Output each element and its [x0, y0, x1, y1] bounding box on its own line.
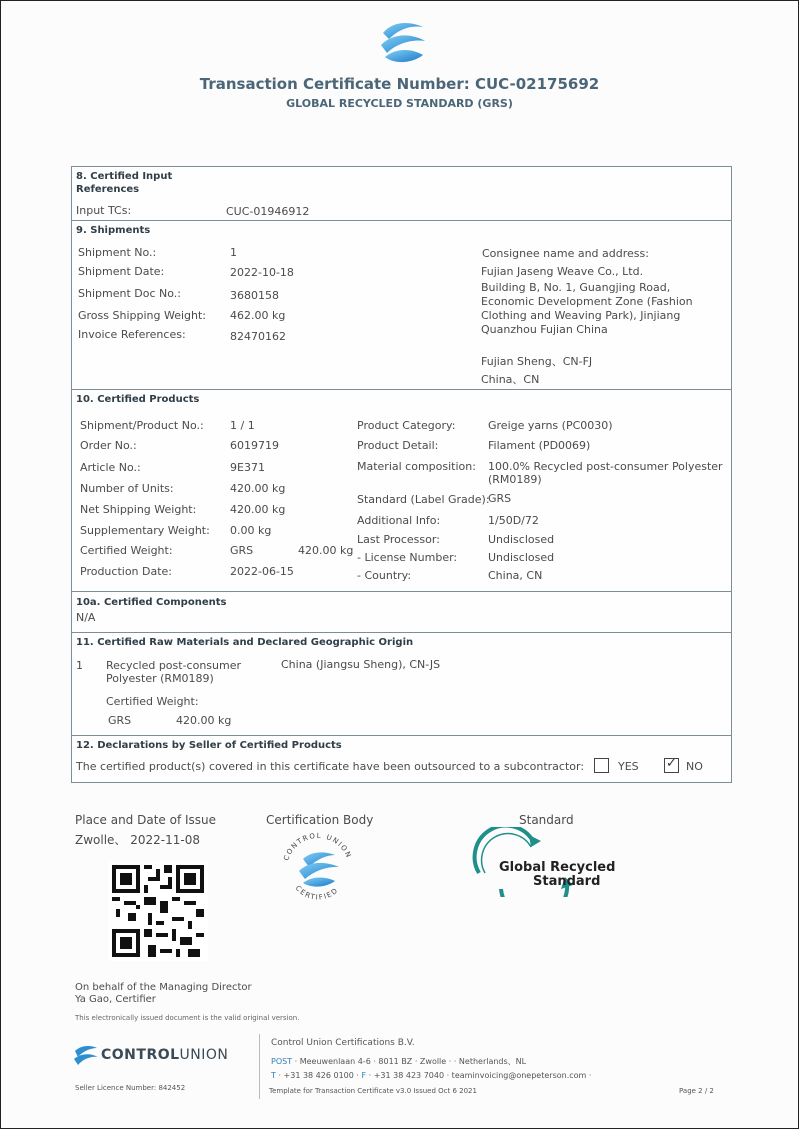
- section-12-title: 12. Declarations by Seller of Certified Products: [76, 740, 342, 751]
- certification-body-label: Certification Body: [266, 813, 374, 827]
- product-left-label: Shipment/Product No.:: [80, 419, 204, 432]
- seal-bottom-text: CERTIFIED: [293, 884, 341, 902]
- product-right-label: Product Detail:: [357, 439, 439, 452]
- product-right-value: Undisclosed: [488, 551, 555, 564]
- place-date-label: Place and Date of Issue: [75, 813, 217, 827]
- t-text: · +31 38 426 0100 ·: [278, 1071, 359, 1080]
- shipment-doc-label: Shipment Doc No.:: [78, 287, 181, 300]
- raw-material-weight-label: Certified Weight:: [106, 695, 199, 708]
- divider: [72, 735, 731, 736]
- raw-material-weight-value: 420.00 kg: [176, 714, 232, 727]
- qr-code-icon: [108, 861, 208, 961]
- product-left-label: Article No.:: [80, 461, 141, 474]
- raw-material-weight-standard: GRS: [108, 714, 132, 727]
- input-tcs-label: Input TCs:: [76, 204, 132, 217]
- product-right-label: - Country:: [357, 569, 412, 582]
- product-right-label: Material composition:: [357, 460, 476, 473]
- product-right-value: 1/50D/72: [488, 514, 539, 527]
- seal-top-text: CONTROL UNION: [282, 831, 354, 862]
- t-label: T: [271, 1071, 276, 1080]
- gross-weight-label: Gross Shipping Weight:: [78, 309, 207, 322]
- footer-company: Control Union Certifications B.V.: [271, 1038, 415, 1048]
- consignee-name: Fujian Jaseng Weave Co., Ltd.: [481, 265, 644, 278]
- components-value: N/A: [76, 611, 96, 624]
- product-left-value: 420.00 kg: [230, 482, 286, 495]
- no-label: NO: [686, 760, 703, 773]
- section-10-title: 10. Certified Products: [76, 394, 200, 405]
- section-10a-title: 10a. Certified Components: [76, 597, 227, 608]
- grs-logo-line1: Global Recycled: [499, 860, 616, 875]
- consignee-country: China、CN: [481, 373, 540, 386]
- outsourced-statement: The certified product(s) covered in this certificate have been outsourced to a subcontractor:: [76, 760, 585, 773]
- invoice-value: 82470162: [230, 330, 286, 343]
- standard-label: Standard: [519, 813, 574, 827]
- product-left-label: Net Shipping Weight:: [80, 503, 197, 516]
- post-text: · Meeuwenlaan 4-6 · 8011 BZ · Zwolle · · Netherlands、NL: [294, 1057, 527, 1066]
- footer-brand: [101, 1047, 228, 1063]
- product-right-label: Product Category:: [357, 419, 456, 432]
- product-left-label: Order No.:: [80, 439, 137, 452]
- product-right-value: China, CN: [488, 569, 543, 582]
- yes-checkbox[interactable]: [594, 758, 609, 773]
- behalf-line1: On behalf of the Managing Director: [75, 982, 252, 993]
- shipment-no-label: Shipment No.:: [78, 246, 157, 259]
- shipment-date-label: Shipment Date:: [78, 265, 165, 278]
- product-right-value: 100.0% Recycled post-consumer Polyester (RM0189): [488, 460, 723, 486]
- shipment-doc-value: 3680158: [230, 289, 279, 302]
- section-11-title: 11. Certified Raw Materials and Declared Geographic Origin: [76, 637, 414, 648]
- footer-brand-light: UNION: [179, 1047, 229, 1063]
- seller-licence: Seller Licence Number: 842452: [75, 1084, 186, 1092]
- behalf-line2: Ya Gao, Certifier: [75, 994, 156, 1005]
- raw-material-name: Recycled post-consumer Polyester (RM0189): [106, 659, 242, 685]
- certificate-table: [71, 166, 732, 783]
- shipment-no-value: 1: [230, 246, 237, 259]
- shipment-date-value: 2022-10-18: [230, 266, 294, 279]
- footer-contact-line: [271, 1071, 591, 1080]
- product-left-value: 6019719: [230, 439, 279, 452]
- consignee-label: Consignee name and address:: [482, 247, 649, 260]
- product-right-label: Standard (Label Grade):: [357, 493, 490, 506]
- f-label: F: [361, 1071, 367, 1080]
- global-recycled-standard-logo-icon: [471, 827, 631, 897]
- product-right-label: Last Processor:: [357, 533, 440, 546]
- invoice-label: Invoice References:: [78, 328, 186, 341]
- product-left-label: Supplementary Weight:: [80, 524, 210, 537]
- gross-weight-value: 462.00 kg: [230, 309, 286, 322]
- control-union-footer-logo-icon: [73, 1045, 99, 1067]
- valid-original-note: This electronically issued document is the valid original version.: [75, 1014, 300, 1022]
- divider: [72, 389, 731, 390]
- place-date-value: Zwolle、 2022-11-08: [75, 833, 200, 847]
- check-icon: ✓: [666, 756, 677, 771]
- certificate-subtitle: GLOBAL RECYCLED STANDARD (GRS): [286, 97, 513, 110]
- raw-material-index: 1: [76, 659, 83, 672]
- product-left-value: 1 / 1: [230, 419, 255, 432]
- grs-logo-line2: Standard: [533, 874, 601, 889]
- section-9-title: 9. Shipments: [76, 225, 151, 236]
- post-label: POST: [271, 1057, 293, 1066]
- divider: [72, 591, 731, 592]
- section-8-title-line1: 8. Certified Input: [76, 171, 173, 182]
- control-union-certified-seal-icon: [273, 829, 363, 907]
- no-checkbox[interactable]: [664, 758, 679, 773]
- product-left-label: Production Date:: [80, 565, 173, 578]
- consignee-address: Building B, No. 1, Guangjing Road, Economic Development Zone (Fashion Clothing and Weaving Park), Jinjiang Quanzhou Fujian China: [481, 281, 693, 336]
- product-right-value: Undisclosed: [488, 533, 555, 546]
- consignee-state: Fujian Sheng、CN-FJ: [481, 355, 593, 368]
- f-text: · +31 38 423 7040 · teaminvoicing@onepeterson.com ·: [368, 1071, 592, 1080]
- certificate-title: Transaction Certificate Number: CUC-02175692: [199, 75, 600, 93]
- footer-post-line: [271, 1056, 526, 1067]
- page-number: Page 2 / 2: [679, 1087, 714, 1095]
- section-8-title-line2: References: [76, 184, 140, 195]
- product-left-value: 9E371: [230, 461, 265, 474]
- product-right-label: Additional Info:: [357, 514, 441, 527]
- footer-divider: [259, 1034, 260, 1099]
- template-note: Template for Transaction Certificate v3.0 Issued Oct 6 2021: [269, 1087, 477, 1095]
- product-right-label: - License Number:: [357, 551, 458, 564]
- control-union-wave-logo-icon: [379, 19, 427, 67]
- certified-weight-amount: 420.00 kg: [298, 544, 354, 557]
- product-left-value: 420.00 kg: [230, 503, 286, 516]
- input-tcs-value: CUC-01946912: [226, 205, 310, 218]
- raw-material-origin: China (Jiangsu Sheng), CN-JS: [281, 658, 441, 671]
- product-left-value: 0.00 kg: [230, 524, 272, 537]
- divider: [72, 220, 731, 221]
- product-right-value: Filament (PD0069): [488, 439, 591, 452]
- footer-brand-bold: CONTROL: [101, 1047, 180, 1063]
- product-left-label: Certified Weight:: [80, 544, 173, 557]
- yes-label: YES: [618, 760, 639, 773]
- divider: [72, 632, 731, 633]
- product-right-value: Greige yarns (PC0030): [488, 419, 613, 432]
- product-left-label: Number of Units:: [80, 482, 174, 495]
- product-left-value: 2022-06-15: [230, 565, 294, 578]
- product-right-value: GRS: [488, 492, 512, 505]
- product-left-value: GRS: [230, 544, 254, 557]
- svg-text:CERTIFIED: [294, 884, 340, 902]
